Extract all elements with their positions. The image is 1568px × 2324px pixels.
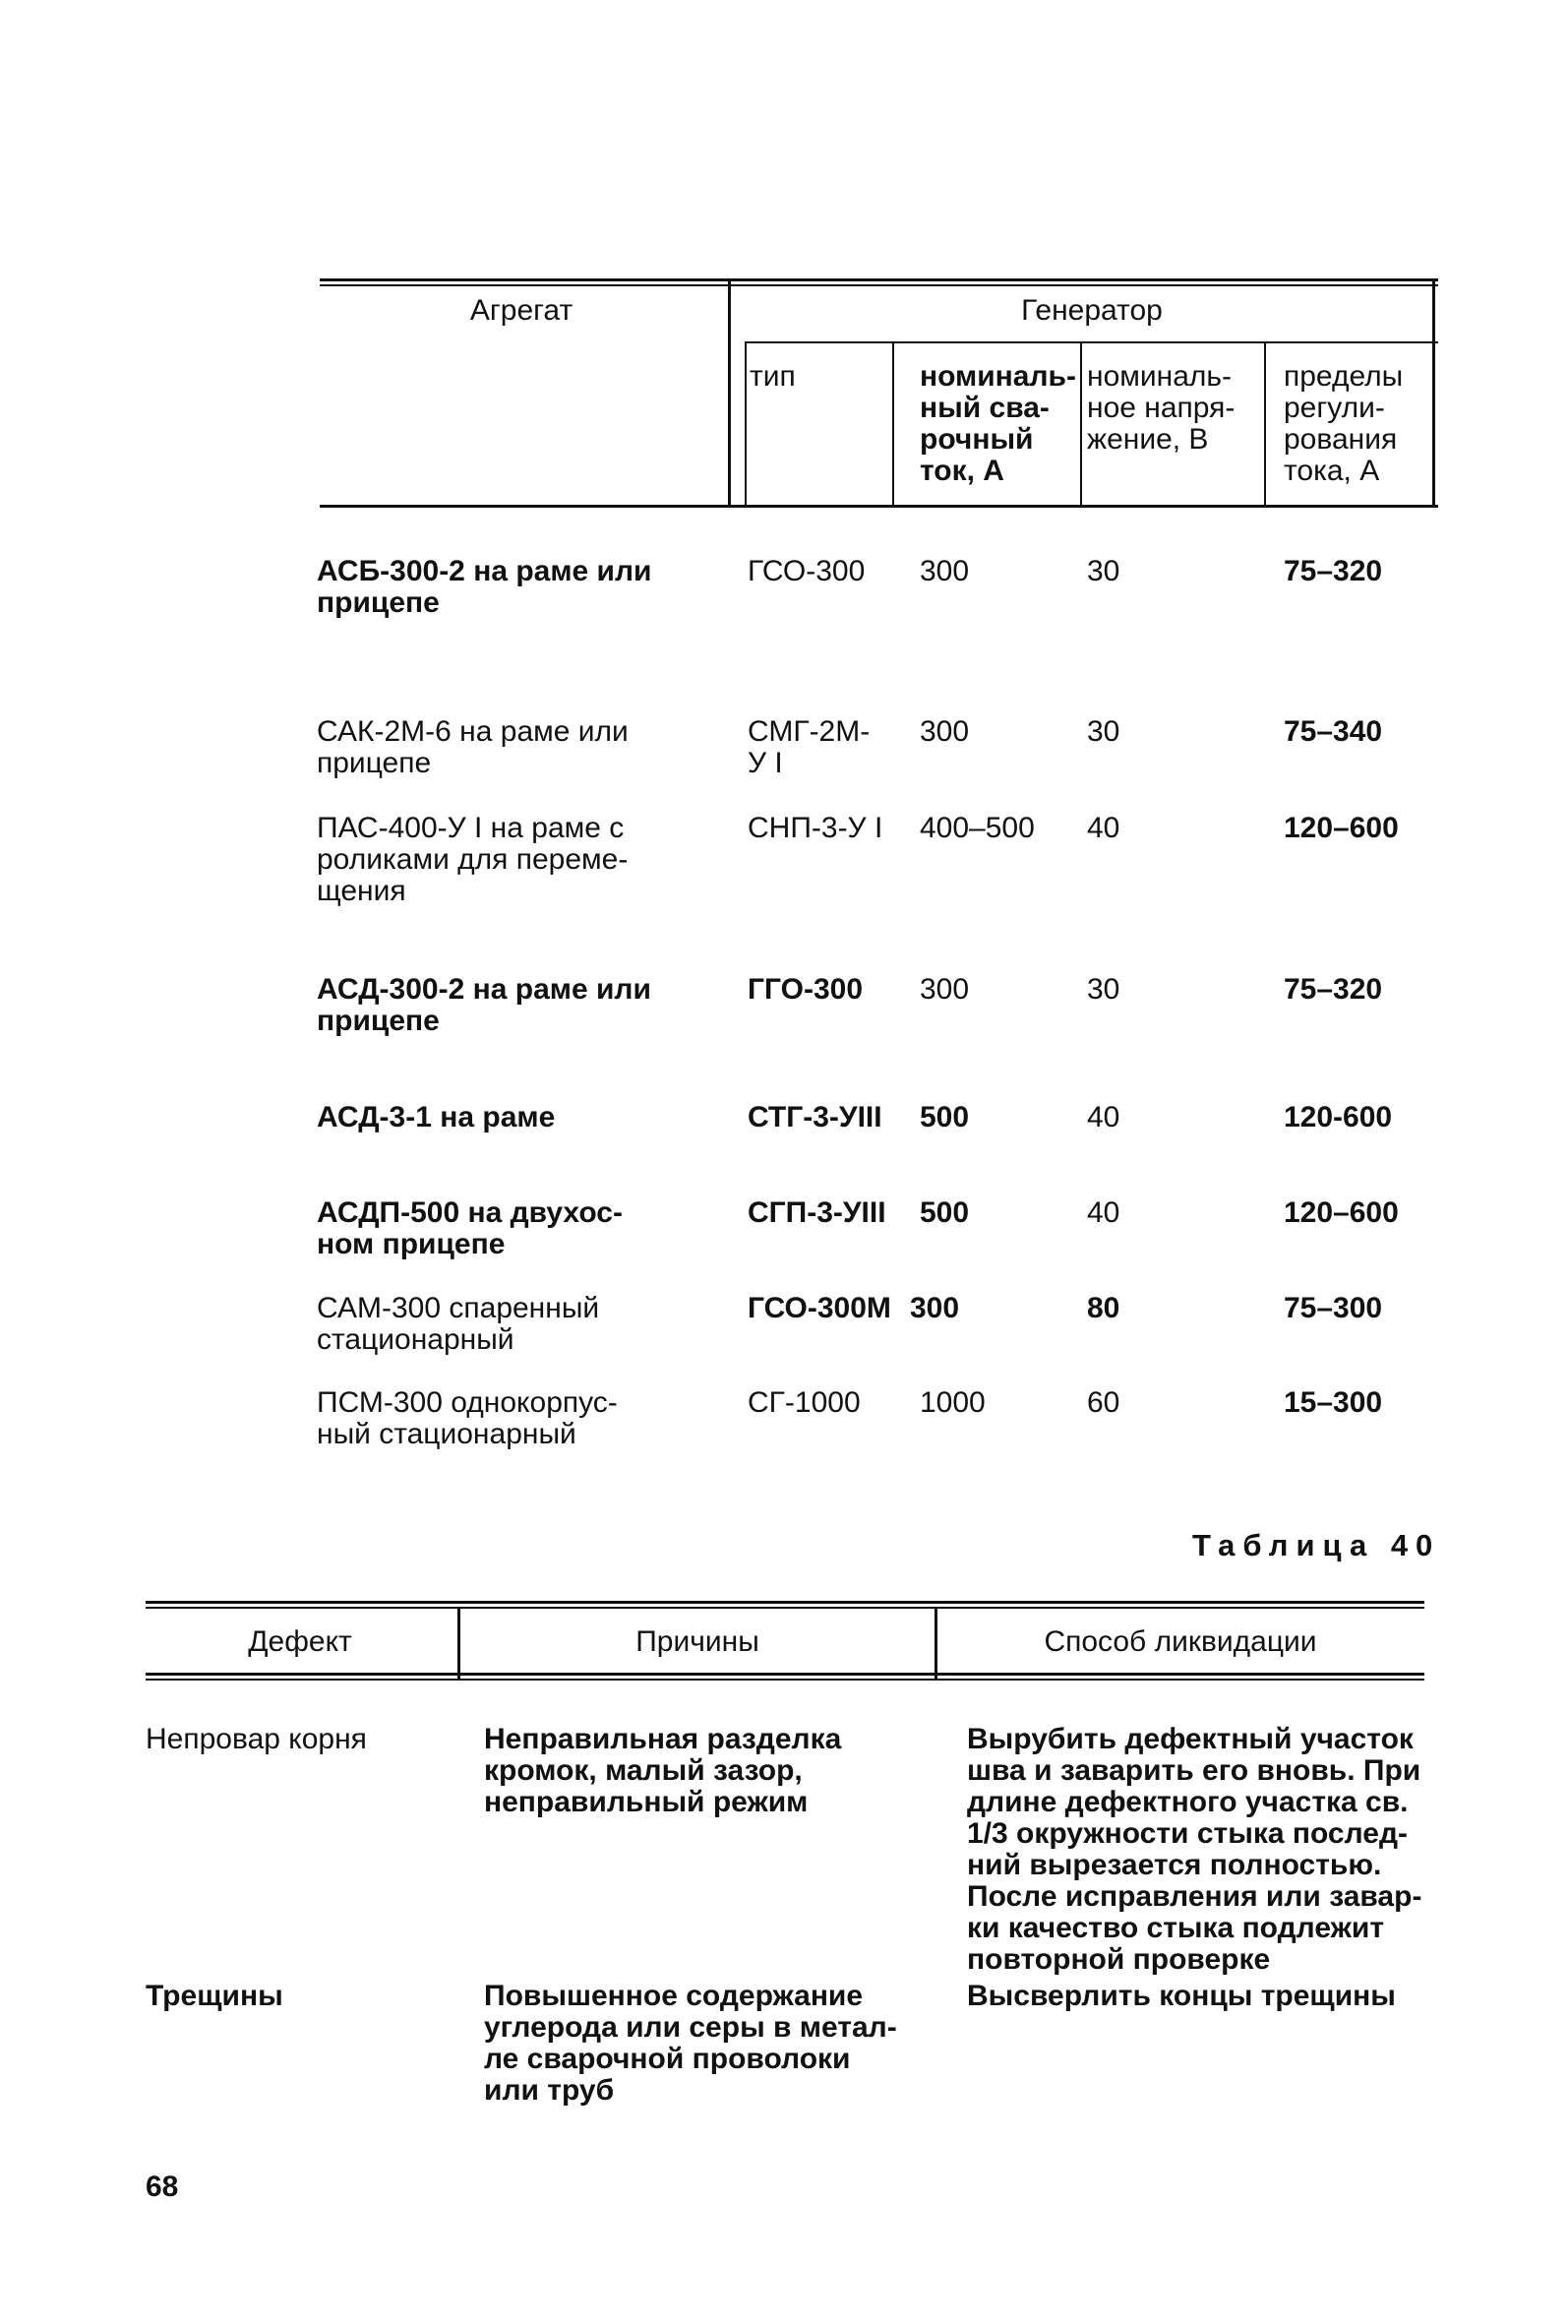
cell-current: 300	[920, 973, 970, 1006]
header-voltage: номиналь- ное напря- жение, В	[1087, 360, 1236, 456]
table-caption: Таблица 40	[1192, 1528, 1441, 1562]
table1-top-rule	[320, 278, 1438, 281]
header-defect: Дефект	[248, 1625, 352, 1658]
table1-vrule-voltage	[1264, 341, 1266, 505]
cell-current: 500	[920, 1196, 970, 1229]
cell-voltage: 80	[1087, 1292, 1120, 1324]
cell-aggregate: АСДП-500 на двухос- ном прицепе	[317, 1196, 623, 1260]
cell-range: 120-600	[1284, 1101, 1393, 1133]
cell-voltage: 40	[1087, 1196, 1120, 1229]
cell-defect: Трещины	[146, 1980, 283, 2012]
table2-vrule-causes	[935, 1607, 937, 1679]
cell-voltage: 40	[1087, 1101, 1120, 1133]
table1-generator-rule	[745, 341, 1438, 343]
cell-causes: Неправильная разделка кромок, малый зазор, неправильный режим	[484, 1723, 842, 1818]
cell-aggregate: САК-2М-6 на раме или прицепе	[317, 715, 629, 779]
cell-aggregate: ПАС-400-У I на раме с роликами для переме- щения	[317, 812, 629, 907]
cell-current: 300	[910, 1292, 960, 1324]
cell-current: 400–500	[920, 812, 1035, 844]
cell-range: 75–300	[1284, 1292, 1383, 1324]
table1-vrule-aggregate	[728, 278, 731, 505]
table2-header-bottom-rule	[146, 1673, 1424, 1676]
cell-defect: Непровар корня	[146, 1723, 367, 1755]
table1-header-bottom-rule	[320, 505, 1438, 508]
cell-causes: Повышенное содержание углерода или серы в метал- ле сварочной проволоки или труб	[484, 1980, 897, 2107]
cell-type: ГСО-300М	[748, 1292, 891, 1324]
cell-type: СТГ-3-УIII	[748, 1101, 882, 1133]
cell-aggregate: САМ-300 спаренный стационарный	[317, 1292, 600, 1356]
cell-type: ГСО-300	[748, 555, 866, 587]
cell-range: 120–600	[1284, 812, 1399, 844]
cell-range: 75–320	[1284, 973, 1383, 1006]
cell-aggregate: АСБ-300-2 на раме или прицепе	[317, 555, 652, 619]
table1-top-rule-2	[320, 284, 1438, 286]
cell-range: 120–600	[1284, 1196, 1399, 1229]
table2-top-rule	[146, 1601, 1424, 1604]
cell-remedy: Высверлить концы трещины	[967, 1980, 1396, 2012]
cell-aggregate: АСД-300-2 на раме или прицепе	[317, 973, 651, 1037]
cell-current: 300	[920, 715, 970, 748]
cell-voltage: 30	[1087, 973, 1120, 1006]
header-causes: Причины	[635, 1625, 759, 1658]
cell-voltage: 40	[1087, 812, 1120, 844]
cell-range: 75–320	[1284, 555, 1383, 587]
table1-vrule-type	[892, 341, 894, 505]
cell-current: 300	[920, 555, 970, 587]
page-number: 68	[146, 2171, 179, 2203]
table2-header-bottom-rule-2	[146, 1679, 1424, 1681]
cell-range: 75–340	[1284, 715, 1383, 748]
table2-vrule-defect	[457, 1607, 460, 1679]
header-range: пределы регули- рования тока, А	[1284, 360, 1404, 487]
header-generator: Генератор	[1021, 294, 1163, 327]
cell-type: СМГ-2М- У I	[748, 715, 871, 779]
cell-remedy: Вырубить дефектный участок шва и заварить его вновь. При длине дефектного участка св. 1/3 окружности стыка послед- ний вырезается полностью. После исправления или завар- ки качество стыка подлежит повторной проверке	[967, 1723, 1422, 1976]
header-type: тип	[750, 360, 796, 393]
table1-vrule-current	[1080, 341, 1082, 505]
cell-voltage: 30	[1087, 715, 1120, 748]
cell-type: СНП-3-У I	[748, 812, 883, 844]
cell-range: 15–300	[1284, 1386, 1383, 1419]
table1-vrule-type-left	[745, 341, 747, 505]
cell-current: 1000	[920, 1386, 986, 1419]
header-current: номиналь- ный сва- рочный ток, А	[920, 360, 1076, 487]
cell-aggregate: ПСМ-300 однокорпус- ный стационарный	[317, 1386, 618, 1450]
cell-aggregate: АСД-3-1 на раме	[317, 1101, 556, 1133]
table2-top-rule-2	[146, 1607, 1424, 1609]
header-aggregate: Агрегат	[469, 294, 573, 327]
cell-current: 500	[920, 1101, 970, 1133]
cell-voltage: 60	[1087, 1386, 1120, 1419]
cell-type: ГГО-300	[748, 973, 863, 1006]
cell-type: СГ-1000	[748, 1386, 861, 1419]
cell-voltage: 30	[1087, 555, 1120, 587]
header-remedy: Способ ликвидации	[1044, 1625, 1317, 1658]
cell-type: СГП-3-УIII	[748, 1196, 886, 1229]
